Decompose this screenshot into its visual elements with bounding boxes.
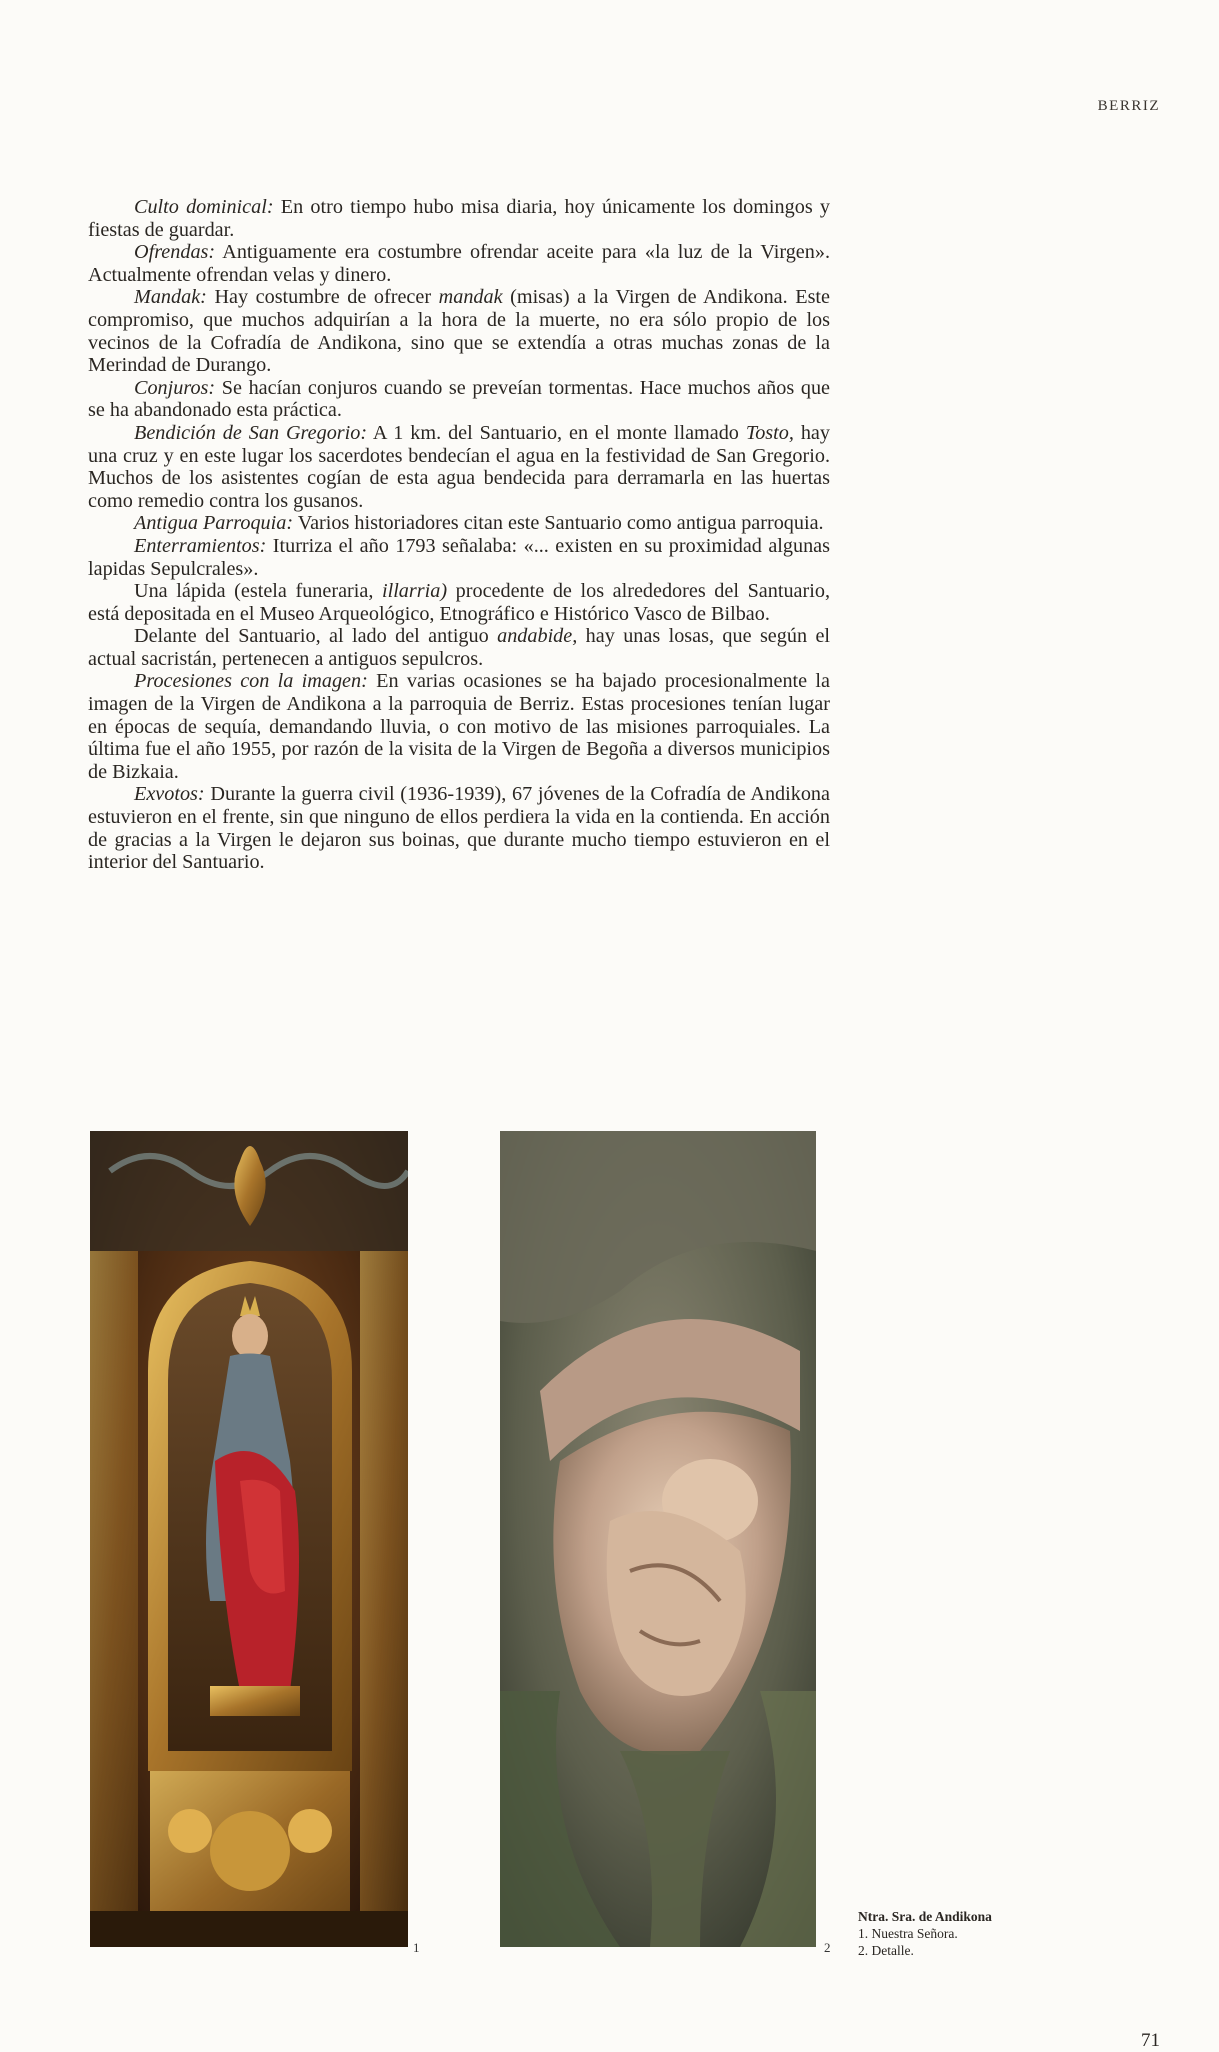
- paragraph-text: Se hacían conjuros cuando se preveían tormentas. Hace muchos años que se ha abandonado esta práctica.: [88, 376, 830, 422]
- paragraph-enterramientos: [88, 535, 830, 580]
- paragraph-bendicion: [88, 422, 830, 512]
- paragraph-text: Durante la guerra civil (1936-1939), 67 jóvenes de la Cofradía de Andikona estuvieron en el frente, sin que ninguno de ellos perdiera la vida en la contienda. En acción de gracias a la Virgen le dejaron sus boinas, que durante mucho tiempo estuvieron en el interior del Santuario.: [88, 783, 830, 874]
- caption-item: 2. Detalle.: [858, 1943, 914, 1958]
- paragraph-text: Hay costumbre de ofrecer: [206, 286, 439, 309]
- italic-term: mandak: [438, 286, 503, 309]
- figure-number: 1: [413, 1940, 420, 1955]
- figure-caption: [858, 1908, 1078, 1959]
- paragraph-ofrendas: [88, 241, 830, 286]
- paragraph-text: (misas) a la Virgen de Andikona. Este compromiso, que muchos adquirían a la hora de la muerte, no era sólo propio de los vecinos de la Cofradía de Andikona, sino que se extendía a otras muchas zonas de la Merindad de Durango.: [88, 286, 831, 377]
- paragraph-losas: [88, 625, 830, 670]
- page-number: 71: [1141, 2030, 1160, 2051]
- paragraph-label: Conjuros:: [134, 376, 216, 399]
- photo-detalle: [500, 1131, 816, 1947]
- paragraph-label: Culto dominical:: [134, 196, 274, 218]
- italic-term: andabide,: [497, 625, 578, 648]
- stone-carving-illustration: [500, 1131, 816, 1947]
- paragraph-text: Varios historiadores citan este Santuario como antigua parroquia.: [293, 512, 824, 535]
- paragraph-text: hay una cruz y en este lugar los sacerdotes bendecían el agua en la festividad de San Gregorio. Muchos de los asistentes cogían de esta agua bendecida para derramarla en las huertas como remedio contra los gusanos.: [88, 421, 830, 512]
- paragraph-text: Delante del Santuario, al lado del antiguo: [134, 625, 498, 648]
- photo-nuestra-senora: [90, 1131, 408, 1947]
- virgin-statue-illustration: [90, 1131, 408, 1947]
- figure-number: 2: [824, 1940, 831, 1955]
- paragraph-lapida: [88, 580, 830, 625]
- paragraph-conjuros: [88, 377, 830, 422]
- caption-item: 1. Nuestra Señora.: [858, 1926, 958, 1941]
- paragraph-text: A 1 km. del Santuario, en el monte llamado: [367, 421, 746, 444]
- paragraph-text: En otro tiempo hubo misa diaria, hoy únicamente los domingos y fiestas de guardar.: [88, 196, 830, 241]
- italic-term: illarria): [381, 580, 448, 603]
- paragraph-label: Ofrendas:: [134, 241, 216, 264]
- paragraph-text: En varias ocasiones se ha bajado procesionalmente la imagen de la Virgen de Andikona a la parroquia de Berriz. Estas procesiones tenían lugar en épocas de sequía, demandando lluvia, o con motivo de las misiones parroquiales. La última fue el año 1955, por razón de la visita de la Virgen de Begoña a diversos municipios de Bizkaia.: [88, 670, 830, 783]
- paragraph-label: Bendición de San Gregorio:: [134, 421, 368, 444]
- paragraph-culto-dominical: [88, 196, 830, 241]
- paragraph-text: procedente de los alrededores del Santuario, está depositada en el Museo Arqueológico, Etnográfico e Histórico Vasco de Bilbao.: [88, 580, 830, 625]
- paragraph-label: Exvotos:: [134, 783, 205, 806]
- paragraph-text: Antiguamente era costumbre ofrendar aceite para «la luz de la Virgen». Actualmente ofrendan velas y dinero.: [88, 241, 830, 286]
- paragraph-antigua-parroquia: [88, 512, 830, 535]
- paragraph-label: Antigua Parroquia:: [134, 512, 294, 535]
- paragraph-text: Iturriza el año 1793 señalaba: «... existen en su proximidad algunas lapidas Sepulcrales».: [88, 534, 830, 580]
- italic-term: Tosto,: [745, 421, 794, 444]
- paragraph-exvotos: [88, 783, 830, 873]
- paragraph-text: Una lápida (estela funeraria,: [134, 580, 382, 603]
- paragraph-procesiones: [88, 670, 830, 783]
- paragraph-text: hay unas losas, que según el actual sacristán, pertenecen a antiguos sepulcros.: [88, 625, 831, 670]
- body-text: [88, 196, 830, 874]
- paragraph-label: Enterramientos:: [134, 534, 267, 557]
- paragraph-label: Mandak:: [134, 286, 207, 309]
- running-title: BERRIZ: [1097, 98, 1160, 114]
- paragraph-label: Procesiones con la imagen:: [134, 670, 368, 693]
- caption-title: Ntra. Sra. de Andikona: [858, 1909, 992, 1924]
- paragraph-mandak: [88, 286, 830, 376]
